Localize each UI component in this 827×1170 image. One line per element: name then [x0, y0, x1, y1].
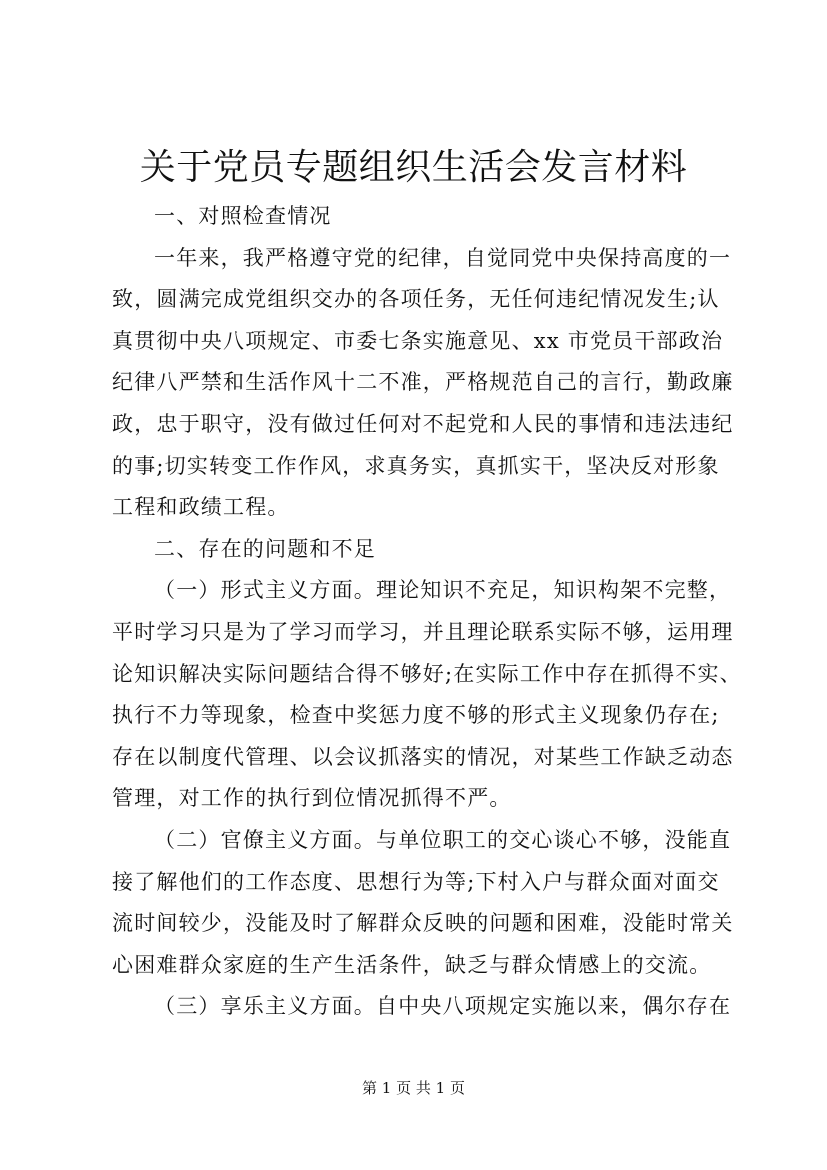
paragraph-line: （三）享乐主义方面。自中央八项规定实施以来，偶尔存在 [154, 994, 732, 1019]
paragraph-line: 存在以制度代管理、以会议抓落实的情况，对某些工作缺乏动态 [112, 744, 734, 769]
paragraph-line: 论知识解决实际问题结合得不够好;在实际工作中存在抓得不实、 [112, 661, 742, 686]
paragraph-line: 致，圆满完成党组织交办的各项任务，无任何违纪情况发生;认 [112, 287, 720, 312]
paragraph-line: （二）官僚主义方面。与单位职工的交心谈心不够，没能直 [154, 827, 732, 852]
paragraph-line: 的事;切实转变工作作风，求真务实，真抓实干，坚决反对形象 [112, 453, 720, 478]
section-heading-1: 一、对照检查情况 [154, 204, 332, 228]
section-heading-2: 二、存在的问题和不足 [154, 536, 376, 561]
paragraph-line: 执行不力等现象，检查中奖惩力度不够的形式主义现象仍存在; [112, 703, 720, 728]
page-footer: 第 1 页 共 1 页 [362, 1079, 465, 1097]
paragraph-line: 管理，对工作的执行到位情况抓得不严。 [112, 786, 512, 811]
document-body [112, 196, 742, 1028]
paragraph-line: 工程和政绩工程。 [112, 495, 290, 520]
paragraph-line: 心困难群众家庭的生产生活条件，缺乏与群众情感上的交流。 [112, 952, 712, 977]
paragraph-line: 接了解他们的工作态度、思想行为等;下村入户与群众面对面交 [112, 869, 720, 894]
paragraph-line: 一年来，我严格遵守党的纪律，自觉同党中央保持高度的一 [154, 245, 732, 270]
paragraph-line: 纪律八严禁和生活作风十二不准，严格规范自己的言行，勤政廉 [112, 370, 734, 395]
paragraph-line: 政，忠于职守，没有做过任何对不起党和人民的事情和违法违纪 [112, 411, 734, 436]
paragraph-line: 流时间较少，没能及时了解群众反映的问题和困难，没能时常关 [112, 911, 734, 936]
document-title: 关于党员专题组织生活会发言材料 [139, 147, 688, 188]
paragraph-line: （一）形式主义方面。理论知识不充足，知识构架不完整， [154, 578, 732, 603]
paragraph-line: 真贯彻中央八项规定、市委七条实施意见、xx 市党员干部政治 [112, 328, 724, 353]
paragraph-line: 平时学习只是为了学习而学习，并且理论联系实际不够，运用理 [112, 619, 734, 644]
